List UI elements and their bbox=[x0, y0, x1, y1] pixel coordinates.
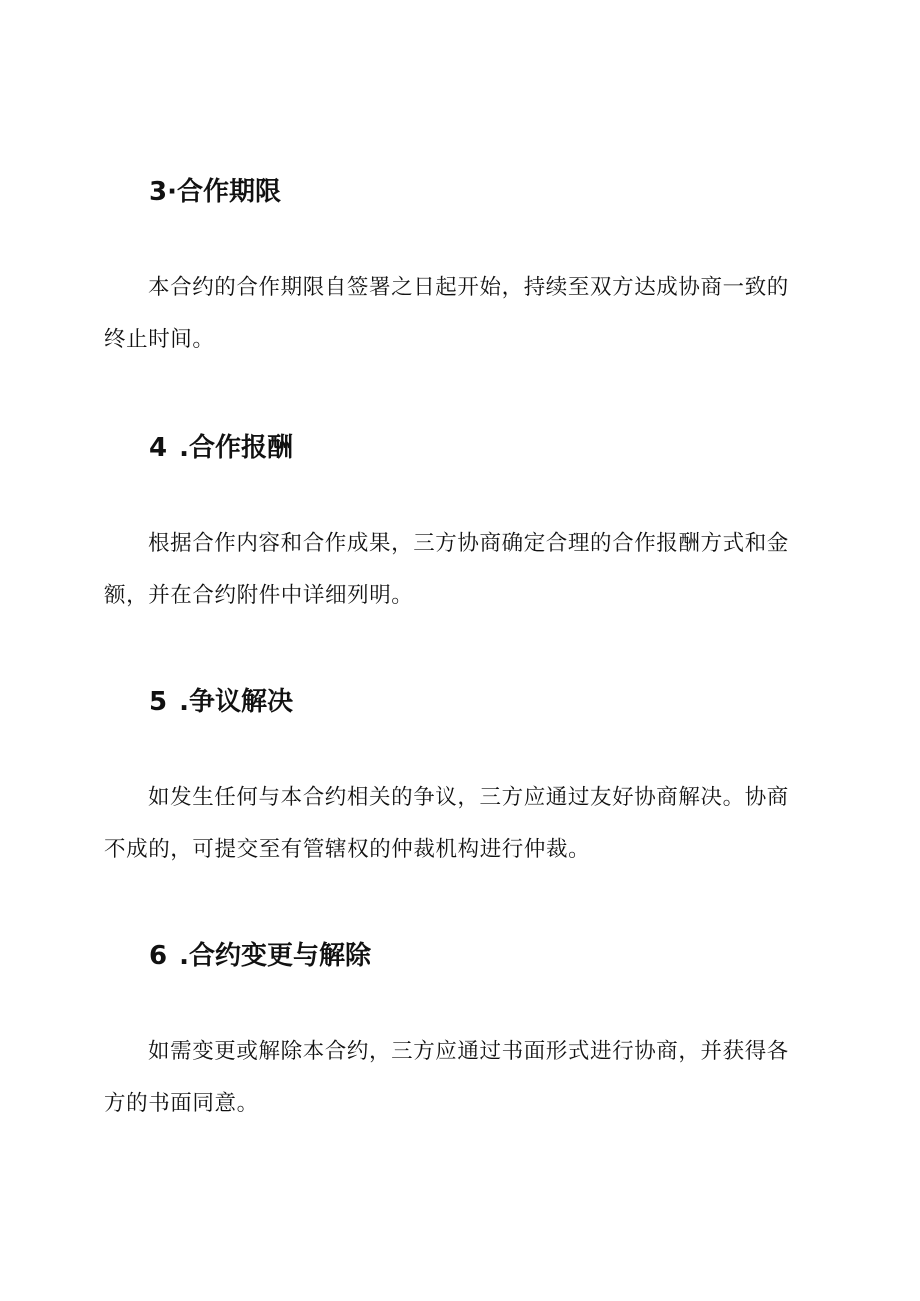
section-body: 如需变更或解除本合约，三方应通过书面形式进行协商，并获得各方的书面同意。 bbox=[104, 1039, 789, 1116]
section-number: 6 bbox=[149, 941, 168, 971]
section-title: .争议解决 bbox=[179, 687, 293, 717]
section-number: 3· bbox=[149, 177, 177, 207]
section-title: .合约变更与解除 bbox=[179, 941, 371, 971]
section-heading bbox=[149, 433, 293, 463]
section-title: .合作报酬 bbox=[179, 433, 293, 463]
section-title: 合作期限 bbox=[176, 177, 281, 207]
section-body: 如发生任何与本合约相关的争议，三方应通过友好协商解决。协商不成的，可提交至有管辖权的仲裁机构进行仲裁。 bbox=[104, 785, 789, 862]
section-heading bbox=[149, 941, 371, 971]
section-number: 4 bbox=[149, 433, 168, 463]
section-body: 本合约的合作期限自签署之日起开始，持续至双方达成协商一致的终止时间。 bbox=[104, 275, 789, 352]
section-heading bbox=[149, 177, 281, 207]
section-heading bbox=[149, 687, 293, 717]
section-number: 5 bbox=[149, 687, 168, 717]
section-body: 根据合作内容和合作成果，三方协商确定合理的合作报酬方式和金额，并在合约附件中详细列明。 bbox=[104, 531, 789, 608]
